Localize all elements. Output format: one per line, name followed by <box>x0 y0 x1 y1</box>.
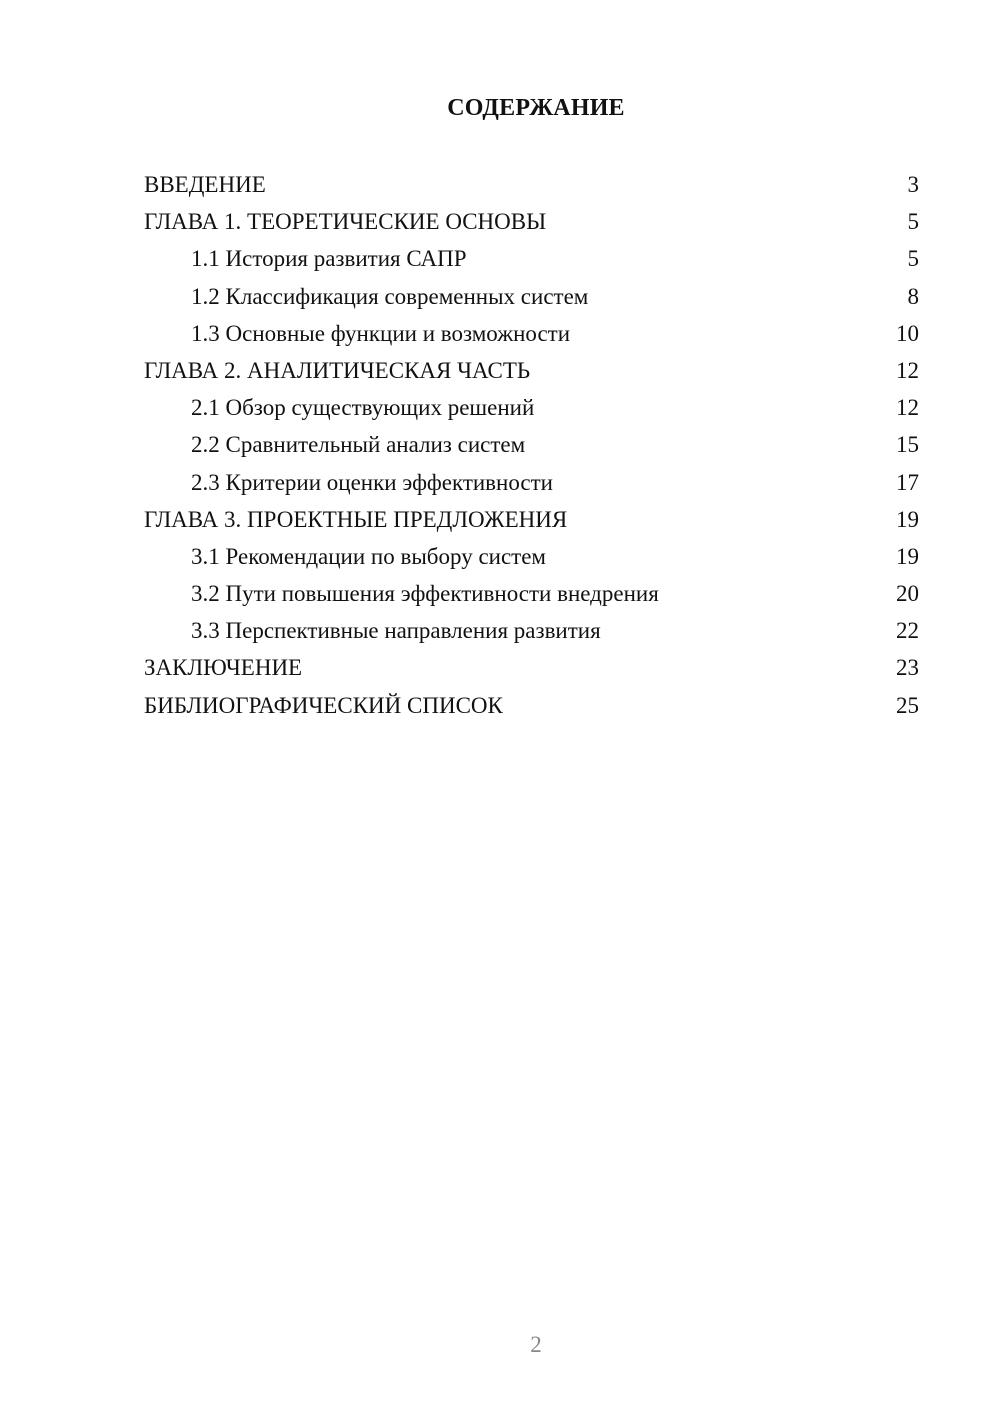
toc-entry-label: 3.3 Перспективные направления развития <box>191 618 601 644</box>
toc-subentry <box>144 464 919 501</box>
toc-entry-label: 3.1 Рекомендации по выбору систем <box>191 543 546 569</box>
toc-entry-label: 1.2 Классификация современных систем <box>191 283 589 309</box>
toc-entry-page: 10 <box>896 320 919 346</box>
toc-entry-page: 5 <box>907 209 919 235</box>
toc-entry-label: ГЛАВА 1. ТЕОРЕТИЧЕСКИЕ ОСНОВЫ <box>144 209 547 235</box>
toc-subentry <box>144 240 919 277</box>
toc-subentry <box>144 278 919 315</box>
toc-entry-page: 19 <box>896 543 919 569</box>
toc-entry <box>144 166 919 203</box>
toc-subentry <box>144 389 919 426</box>
toc-entry-page: 22 <box>896 618 919 644</box>
toc-entry-label: ЗАКЛЮЧЕНИЕ <box>144 655 303 681</box>
toc-entry-page: 23 <box>896 655 919 681</box>
toc-entry-label: 2.1 Обзор существующих решений <box>191 395 535 421</box>
toc-entry <box>144 203 919 240</box>
toc-entry-label: 2.2 Сравнительный анализ систем <box>191 432 526 458</box>
toc-entry-label: ГЛАВА 2. АНАЛИТИЧЕСКАЯ ЧАСТЬ <box>144 357 531 383</box>
toc-entry-page: 17 <box>896 469 919 495</box>
table-of-contents <box>144 166 919 724</box>
toc-entry-page: 5 <box>907 246 919 272</box>
toc-entry <box>144 501 919 538</box>
toc-entry <box>144 649 919 686</box>
toc-entry-label: ГЛАВА 3. ПРОЕКТНЫЕ ПРЕДЛОЖЕНИЯ <box>144 506 568 532</box>
toc-entry <box>144 687 919 724</box>
toc-entry-page: 15 <box>896 432 919 458</box>
toc-entry-page: 3 <box>907 172 919 197</box>
toc-entry-page: 19 <box>896 506 919 532</box>
toc-subentry <box>144 426 919 463</box>
toc-title: СОДЕРЖАНИЕ <box>447 95 625 121</box>
toc-entry-label: 1.1 История развития САПР <box>191 246 467 272</box>
toc-entry-label: ВВЕДЕНИЕ <box>144 172 266 197</box>
toc-entry <box>144 352 919 389</box>
toc-subentry <box>144 575 919 612</box>
toc-entry-label: 1.3 Основные функции и возможности <box>191 320 571 346</box>
toc-subentry <box>144 315 919 352</box>
toc-entry-page: 20 <box>896 581 919 607</box>
toc-entry-page: 12 <box>896 395 919 421</box>
page-number: 2 <box>530 1332 542 1357</box>
toc-entry-label: БИБЛИОГРАФИЧЕСКИЙ СПИСОК <box>144 692 503 718</box>
toc-entry-page: 12 <box>896 357 919 383</box>
toc-subentry <box>144 612 919 649</box>
toc-entry-page: 8 <box>907 283 919 309</box>
toc-entry-label: 3.2 Пути повышения эффективности внедрения <box>191 581 659 607</box>
toc-entry-label: 2.3 Критерии оценки эффективности <box>191 469 553 495</box>
toc-entry-page: 25 <box>896 692 919 718</box>
toc-subentry <box>144 538 919 575</box>
